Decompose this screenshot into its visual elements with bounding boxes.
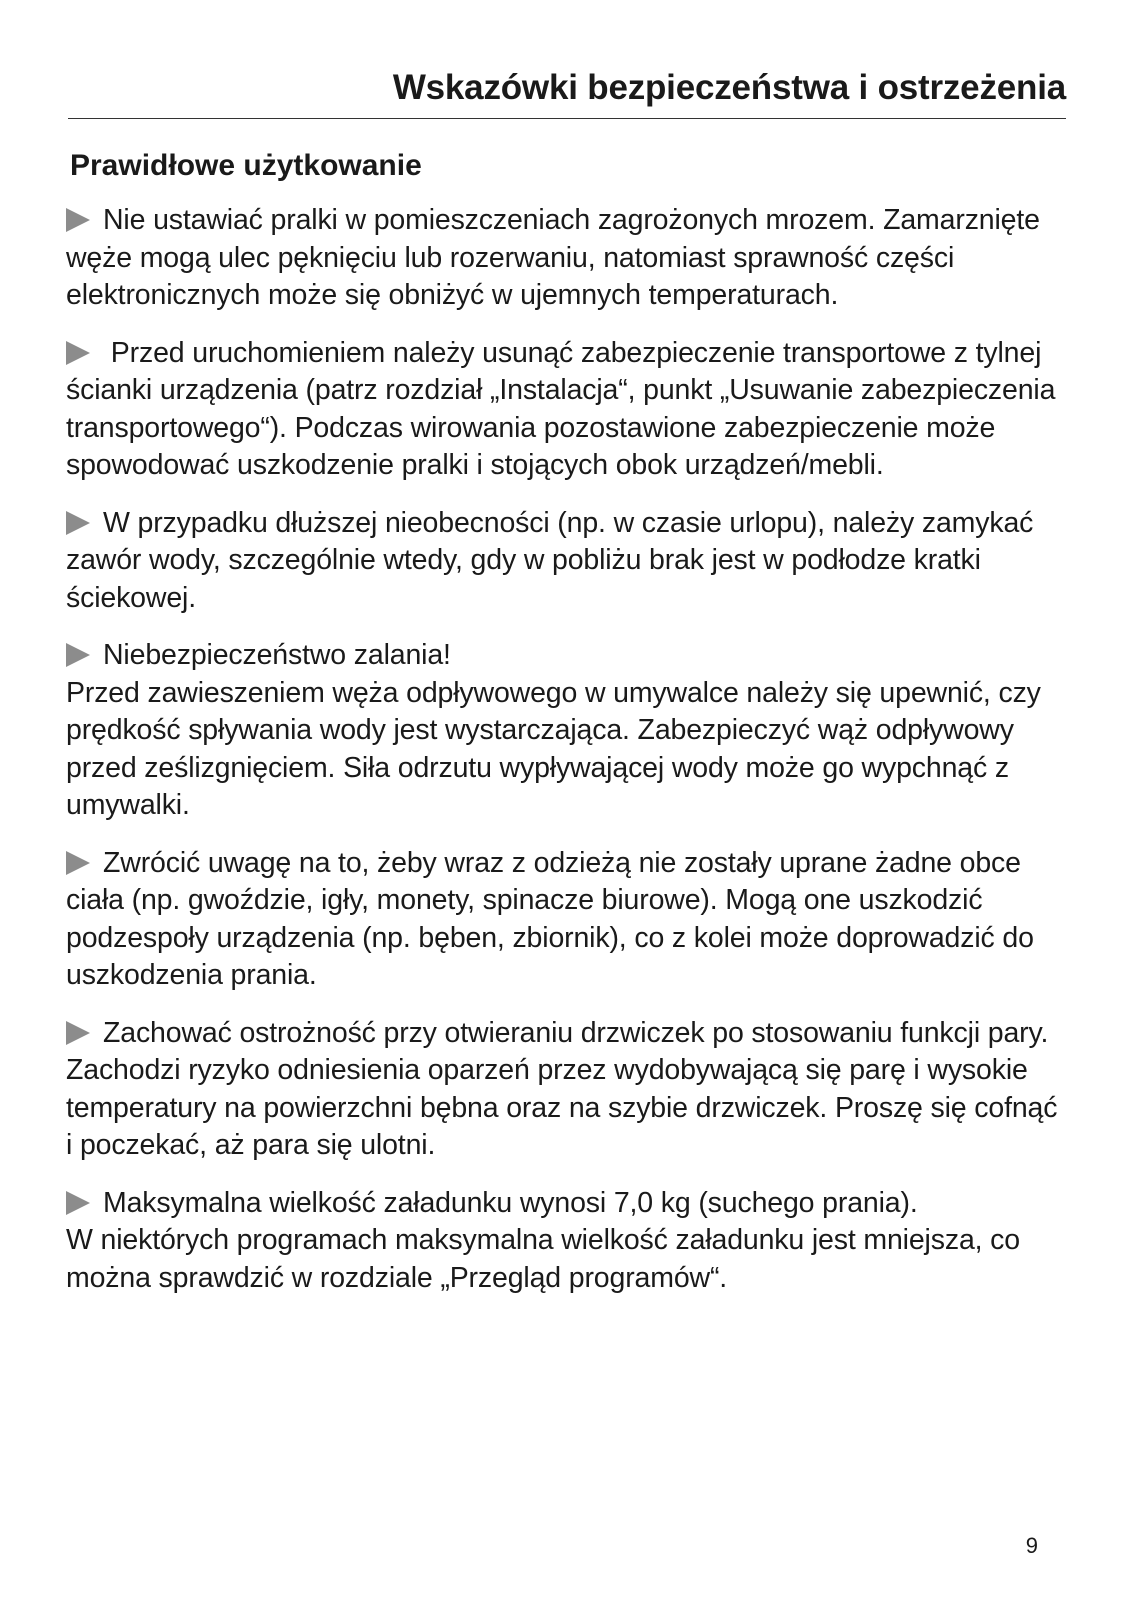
- page-header-title: Wskazówki bezpieczeństwa i ostrzeżenia: [392, 68, 1066, 107]
- safety-instruction-item: [66, 335, 1066, 485]
- instruction-text: Zwrócić uwagę na to, żeby wraz z odzieżą nie zostały uprane żadne obce ciała (np. gwoździe, igły, monety, spinacze biurowe). Mogą one uszkodzić podzespoły urządzenia (np. bęben, zbiornik), co z kolei może doprowadzić do uszkodzenia prania.: [66, 846, 1034, 991]
- section-title: Prawidłowe użytkowanie: [70, 149, 422, 182]
- triangle-right-icon: [66, 851, 90, 875]
- instruction-text: Zachować ostrożność przy otwieraniu drzwiczek po stosowaniu funkcji pary. Zachodzi ryzyko odniesienia oparzeń przez wydobywającą się parę i wysokie temperatury na powierzchni bębna oraz na szybie drzwiczek. Proszę się cofnąć i poczekać, aż para się ulotni.: [66, 1016, 1058, 1161]
- triangle-right-icon: [66, 643, 90, 667]
- triangle-right-icon: [66, 1021, 90, 1045]
- safety-instruction-item: [66, 637, 1066, 825]
- header-divider: [68, 118, 1066, 119]
- instruction-text: Przed zawieszeniem węża odpływowego w umywalce należy się upewnić, czy prędkość spływania wody jest wystarczająca. Zabezpieczyć wąż odpływowy przed ześlizgnięciem. Siła odrzutu wypływającej wody może go wypchnąć z umywalki.: [66, 676, 1041, 821]
- triangle-right-icon: [66, 511, 90, 535]
- triangle-right-icon: [66, 208, 90, 232]
- safety-instruction-item: [66, 1015, 1066, 1165]
- triangle-right-icon: [66, 341, 90, 365]
- safety-instruction-item: [66, 845, 1066, 995]
- safety-instruction-item: [66, 1185, 1066, 1298]
- safety-instruction-item: [66, 505, 1066, 618]
- triangle-right-icon: [66, 1191, 90, 1215]
- instruction-text-continued: W niektórych programach maksymalna wielkość załadunku jest mniejsza, co można sprawdzić w rozdziale „Przegląd programów“.: [66, 1224, 1020, 1294]
- page-number: 9: [1025, 1533, 1038, 1558]
- safety-instructions-list: [66, 202, 1066, 1317]
- instruction-text: W przypadku dłuższej nieobecności (np. w czasie urlopu), należy zamykać zawór wody, szczególnie wtedy, gdy w pobliżu brak jest w podłodze kratki ściekowej.: [66, 506, 1034, 614]
- instruction-text: Maksymalna wielkość załadunku wynosi 7,0 kg (suchego prania).: [103, 1186, 918, 1219]
- instruction-heading: Niebezpieczeństwo zalania!: [103, 639, 451, 671]
- instruction-text: Przed uruchomieniem należy usunąć zabezpieczenie transportowe z tylnej ścianki urządzenia (patrz rozdział „Instalacja“, punkt „Usuwanie zabezpieczenia transportowego“). Podczas wirowania pozostawione zabezpieczenie może spowodować uszkodzenie pralki i stojących obok urządzeń/mebli.: [66, 336, 1056, 481]
- instruction-text: Nie ustawiać pralki w pomieszczeniach zagrożonych mrozem. Zamarznięte węże mogą ulec pęknięciu lub rozerwaniu, natomiast sprawność części elektronicznych może się obniżyć w ujemnych temperaturach.: [66, 204, 1040, 311]
- safety-instruction-item: [66, 202, 1066, 315]
